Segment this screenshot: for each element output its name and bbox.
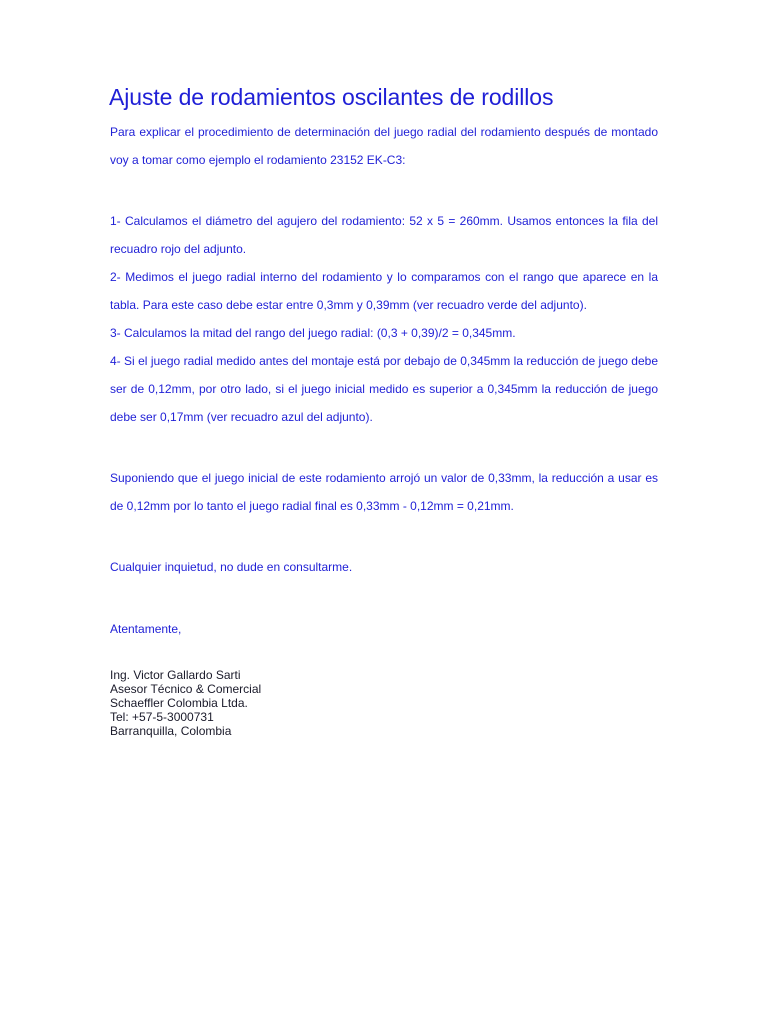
step-2-paragraph: 2- Medimos el juego radial interno del rodamiento y lo comparamos con el rango que aparece en la tabla. Para este caso debe estar entre 0,3mm y 0,39mm (ver recuadro verde del adjunto). (110, 270, 658, 312)
signature-city: Barranquilla, Colombia (110, 724, 232, 738)
salutation: Atentamente, (110, 622, 182, 636)
signature-position: Asesor Técnico & Comercial (110, 682, 262, 696)
document-title: Ajuste de rodamientos oscilantes de rodillos (109, 84, 554, 110)
example-paragraph: Suponiendo que el juego inicial de este rodamiento arrojó un valor de 0,33mm, la reducción a usar es de 0,12mm por lo tanto el juego radial final es 0,33mm - 0,12mm = 0,21mm. (110, 471, 658, 513)
step-3-paragraph: 3- Calculamos la mitad del rango del juego radial: (0,3 + 0,39)/2 = 0,345mm. (110, 326, 516, 340)
signature-company: Schaeffler Colombia Ltda. (110, 696, 248, 710)
signature-phone: Tel: +57-5-3000731 (110, 710, 214, 724)
intro-paragraph: Para explicar el procedimiento de determinación del juego radial del rodamiento después de montado voy a tomar como ejemplo el rodamiento 23152 EK-C3: (110, 125, 658, 167)
signature-name: Ing. Victor Gallardo Sarti (110, 668, 241, 682)
signature-block (110, 668, 261, 738)
closing-note: Cualquier inquietud, no dude en consultarme. (110, 560, 353, 574)
step-4-paragraph: 4- Si el juego radial medido antes del montaje está por debajo de 0,345mm la reducción de juego debe ser de 0,12mm, por otro lado, si el juego inicial medido es superior a 0,345mm la reducción de juego debe ser 0,17mm (ver recuadro azul del adjunto). (110, 354, 658, 424)
step-1-paragraph: 1- Calculamos el diámetro del agujero del rodamiento: 52 x 5 = 260mm. Usamos entonces la fila del recuadro rojo del adjunto. (110, 214, 658, 256)
